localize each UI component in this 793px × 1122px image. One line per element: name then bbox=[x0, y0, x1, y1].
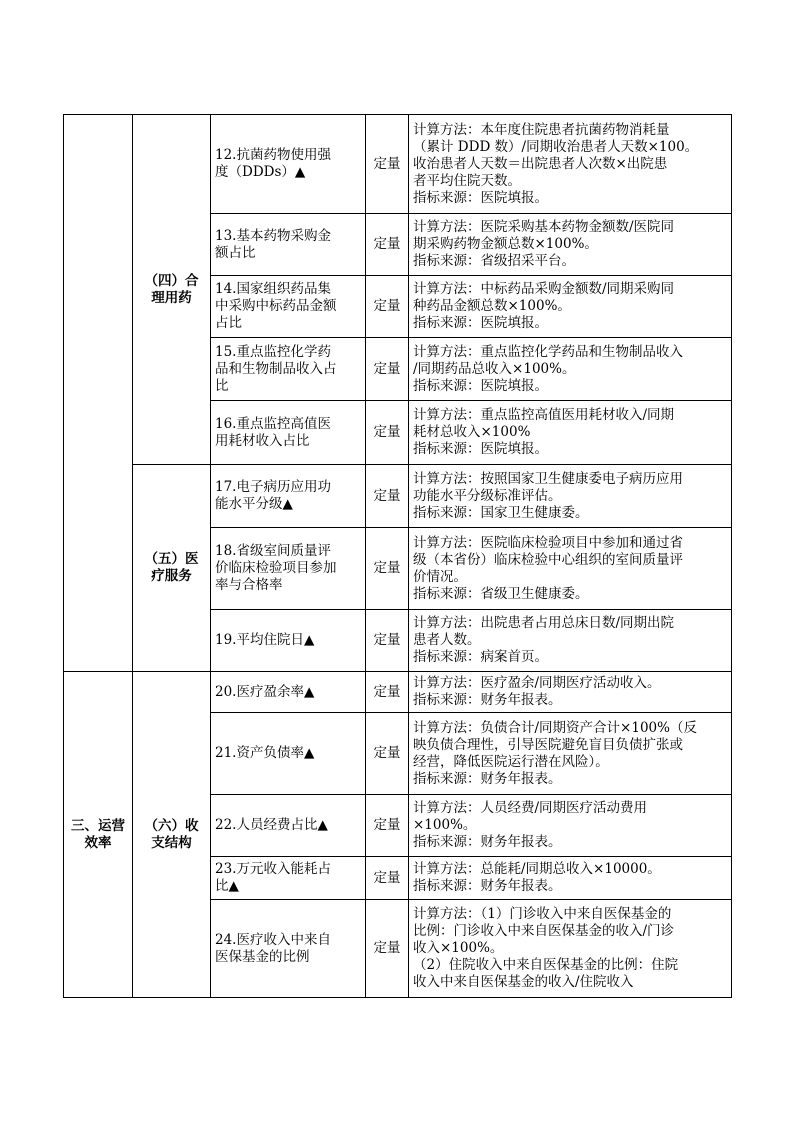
description-cell: 计算方法：负债合计/同期资产合计×100%（反 映负债合理性，引导医院避免盲目负债扩张或 经营，降低医院运行潜在风险）。 指标来源：财务年报表。 bbox=[409, 713, 732, 795]
type-cell: 定量 bbox=[366, 115, 409, 214]
type-cell: 定量 bbox=[366, 672, 409, 713]
type-cell: 定量 bbox=[366, 713, 409, 795]
description-cell: 计算方法：医疗盈余/同期医疗活动收入。 指标来源：财务年报表。 bbox=[409, 672, 732, 713]
table-row bbox=[64, 465, 732, 528]
type-cell: 定量 bbox=[366, 900, 409, 998]
type-cell: 定量 bbox=[366, 214, 409, 276]
description-cell: 计算方法：重点监控化学药品和生物制品收入 /同期药品总收入×100%。 指标来源：医院填报。 bbox=[409, 338, 732, 401]
group-cell bbox=[133, 672, 211, 998]
group-cell bbox=[133, 465, 211, 672]
section-cell bbox=[64, 672, 133, 998]
indicator-cell: 20.医疗盈余率▲ bbox=[211, 672, 366, 713]
type-cell: 定量 bbox=[366, 401, 409, 465]
type-cell: 定量 bbox=[366, 338, 409, 401]
indicator-cell: 14.国家组织药品集 中采购中标药品金额 占比 bbox=[211, 276, 366, 338]
description-cell: 计算方法：（1）门诊收入中来自医保基金的 比例：门诊收入中来自医保基金的收入/门诊 收入×100%。 （2）住院收入中来自医保基金的比例：住院 收入中来自医保基金的收入/住院收入 bbox=[409, 900, 732, 998]
indicator-cell: 13.基本药物采购金 额占比 bbox=[211, 214, 366, 276]
table-row bbox=[64, 115, 732, 214]
section-label: 效率 bbox=[84, 834, 112, 851]
group-label: 疗服务 bbox=[151, 568, 192, 584]
description-cell: 计算方法：人员经费/同期医疗活动费用 ×100%。 指标来源：财务年报表。 bbox=[409, 795, 732, 857]
group-label: （五）医 bbox=[144, 551, 199, 567]
group-label: 理用药 bbox=[151, 289, 192, 306]
indicator-cell: 19.平均住院日▲ bbox=[211, 610, 366, 672]
type-cell: 定量 bbox=[366, 528, 409, 610]
indicator-cell: 22.人员经费占比▲ bbox=[211, 795, 366, 857]
indicator-cell: 24.医疗收入中来自 医保基金的比例 bbox=[211, 900, 366, 998]
description-cell: 计算方法：按照国家卫生健康委电子病历应用 功能水平分级标准评估。 指标来源：国家卫生健康委。 bbox=[409, 465, 732, 528]
description-cell: 计算方法：中标药品采购金额数/同期采购同 种药品金额总数×100%。 指标来源：医院填报。 bbox=[409, 276, 732, 338]
indicator-cell: 15.重点监控化学药 品和生物制品收入占 比 bbox=[211, 338, 366, 401]
section-cell bbox=[64, 115, 133, 672]
type-cell: 定量 bbox=[366, 276, 409, 338]
group-cell bbox=[133, 115, 211, 465]
type-cell: 定量 bbox=[366, 465, 409, 528]
description-cell: 计算方法：本年度住院患者抗菌药物消耗量 （累计 DDD 数）/同期收治患者人天数×100。 收治患者人天数＝出院患者人次数×出院患 者平均住院天数。 指标来源：医院填报。 bbox=[409, 115, 732, 214]
indicator-table bbox=[63, 114, 732, 998]
indicator-cell: 16.重点监控高值医 用耗材收入占比 bbox=[211, 401, 366, 465]
indicator-cell: 21.资产负债率▲ bbox=[211, 713, 366, 795]
description-cell: 计算方法：医院采购基本药物金额数/医院同 期采购药物金额总数×100%。 指标来源：省级招采平台。 bbox=[409, 214, 732, 276]
type-cell: 定量 bbox=[366, 857, 409, 900]
indicator-cell: 18.省级室间质量评 价临床检验项目参加 率与合格率 bbox=[211, 528, 366, 610]
indicator-cell: 17.电子病历应用功 能水平分级▲ bbox=[211, 465, 366, 528]
description-cell: 计算方法：总能耗/同期总收入×10000。 指标来源：财务年报表。 bbox=[409, 857, 732, 900]
group-label: 支结构 bbox=[151, 834, 192, 851]
table-row bbox=[64, 672, 732, 713]
section-label: 三、运营 bbox=[71, 817, 125, 834]
description-cell: 计算方法：重点监控高值医用耗材收入/同期 耗材总收入×100% 指标来源：医院填报。 bbox=[409, 401, 732, 465]
description-cell: 计算方法：医院临床检验项目中参加和通过省 级（本省份）临床检验中心组织的室间质量评 价情况。 指标来源：省级卫生健康委。 bbox=[409, 528, 732, 610]
description-cell: 计算方法：出院患者占用总床日数/同期出院 患者人数。 指标来源：病案首页。 bbox=[409, 610, 732, 672]
group-label: （四）合 bbox=[144, 272, 199, 289]
type-cell: 定量 bbox=[366, 795, 409, 857]
type-cell: 定量 bbox=[366, 610, 409, 672]
group-label: （六）收 bbox=[144, 817, 199, 834]
indicator-cell: 23.万元收入能耗占 比▲ bbox=[211, 857, 366, 900]
indicator-cell: 12.抗菌药物使用强 度（DDDs）▲ bbox=[211, 115, 366, 214]
